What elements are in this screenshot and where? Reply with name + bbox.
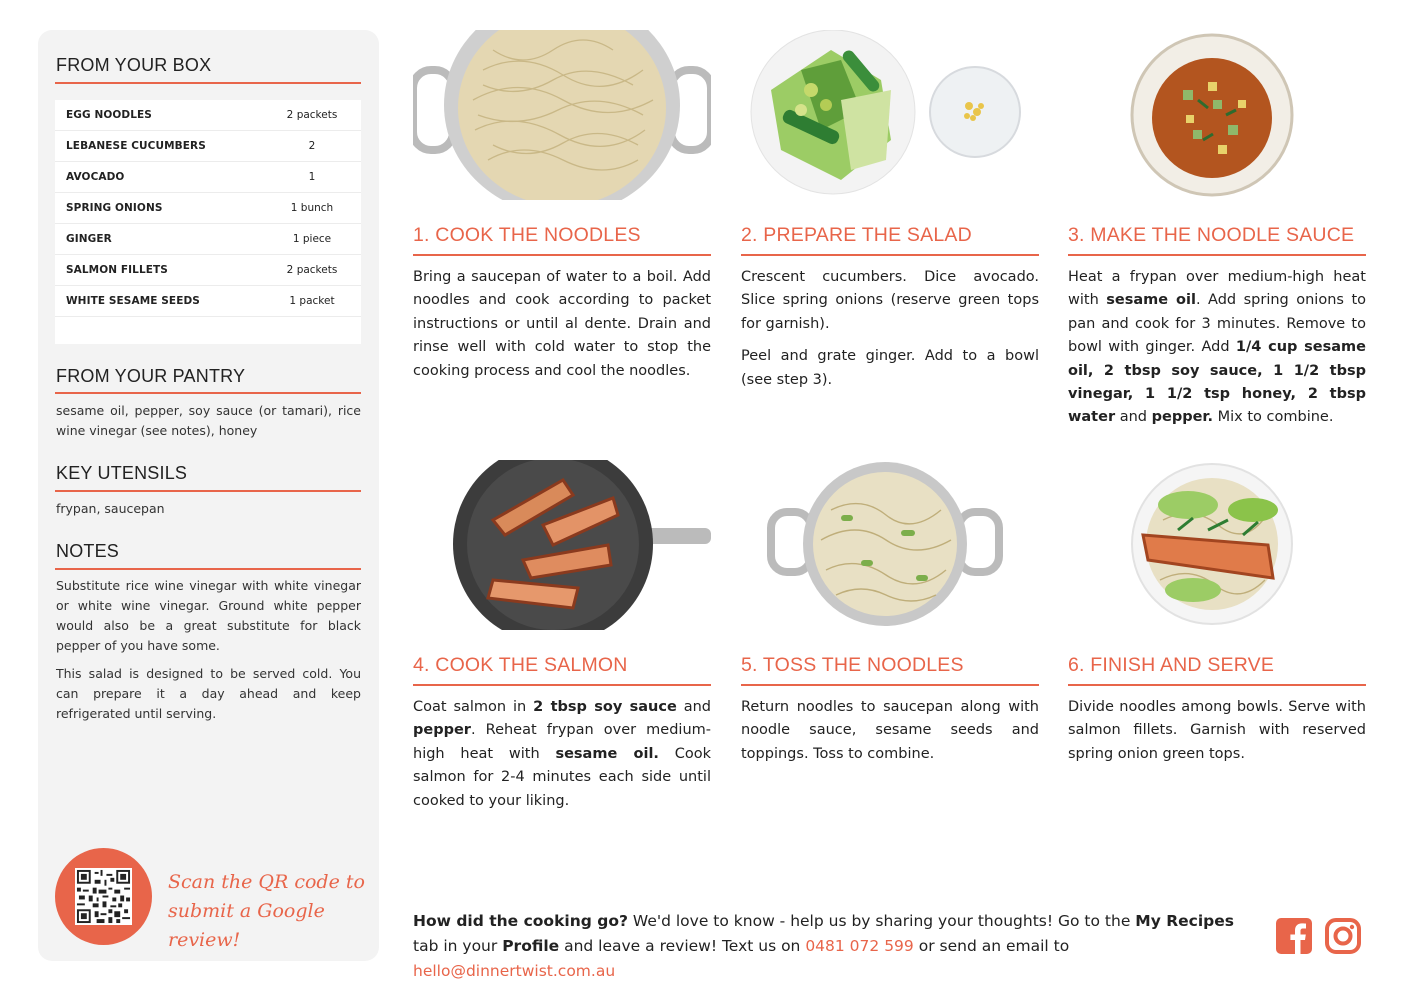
box-item-name: GINGER: [66, 233, 112, 245]
qr-badge: [55, 848, 152, 945]
from-your-box-title: FROM YOUR BOX: [56, 55, 212, 75]
box-item-qty: 2: [308, 140, 316, 152]
box-item-name: AVOCADO: [66, 171, 125, 183]
box-item-qty: 1 packet: [289, 295, 335, 307]
qr-call-to-action: [168, 868, 373, 955]
step-2-body: [741, 266, 1039, 401]
qr-code-icon[interactable]: [75, 868, 132, 925]
step-6-title: 6. FINISH AND SERVE: [1068, 654, 1275, 676]
qr-cta-line-1: Scan the QR code to: [168, 871, 365, 893]
step-1-text: Bring a saucepan of water to a boil. Add noodles and cook according to packet instructions or until al dente. Drain and rinse well with cold water to stop the cooking process and cool the noodles.: [413, 269, 711, 379]
box-item-qty: 1 piece: [292, 233, 332, 245]
step-2-text-1: Crescent cucumbers. Dice avocado. Slice spring onions (reserve green tops for garnish).: [741, 269, 1039, 332]
step-2-image: [741, 30, 1039, 200]
notes-paragraph-1: Substitute rice wine vinegar with white vinegar or white wine vinegar. Ground white pepper would also be a great substitute for black pepper of you have some.: [56, 578, 361, 653]
footer-feedback: How did the cooking go? We'd love to know - help us by sharing your thoughts! Go to the My Recipes tab in your Profile and leave a review! Text us on 0481 072 599 or send an email to hello@dinnertwist.com.au: [413, 912, 1234, 980]
box-item-row: [55, 193, 361, 224]
step-5-image: [741, 460, 1039, 630]
box-item-row: [55, 224, 361, 255]
step-3-image: [1068, 30, 1366, 200]
step-6-text: Divide noodles among bowls. Serve with salmon fillets. Garnish with reserved spring onion green tops.: [1068, 699, 1366, 762]
step-4-image: [413, 460, 711, 630]
step-5-body: [741, 696, 1039, 775]
utensils-text: frypan, saucepan: [56, 501, 165, 516]
step-2-title: 2. PREPARE THE SALAD: [741, 224, 972, 246]
step-6-body: [1068, 696, 1366, 775]
divider: [55, 490, 361, 492]
notes-paragraph-2: This salad is designed to be served cold. You can prepare it a day ahead and keep refrigerated until serving.: [56, 666, 361, 721]
email-link[interactable]: hello@dinnertwist.com.au: [413, 962, 616, 980]
instagram-icon[interactable]: [1325, 918, 1361, 954]
notes-title: NOTES: [56, 541, 120, 561]
box-items-table: [55, 100, 361, 344]
divider: [55, 392, 361, 394]
from-your-pantry-title: FROM YOUR PANTRY: [56, 366, 246, 386]
box-item-qty: 2 packets: [286, 109, 338, 121]
facebook-icon[interactable]: [1276, 918, 1312, 954]
step-1-title: 1. COOK THE NOODLES: [413, 224, 641, 246]
box-item-name: SPRING ONIONS: [66, 202, 163, 214]
box-item-row: [55, 131, 361, 162]
divider: [741, 684, 1039, 686]
box-item-qty: 1 bunch: [290, 202, 334, 214]
qr-cta-line-2: submit a Google review!: [168, 900, 325, 951]
box-item-row: [55, 100, 361, 131]
box-item-row: [55, 286, 361, 317]
ingredients-sidebar: [38, 30, 379, 961]
box-item-name: LEBANESE CUCUMBERS: [66, 140, 206, 152]
step-6-image: [1068, 460, 1366, 630]
box-item-qty: 1: [308, 171, 316, 183]
divider: [413, 254, 711, 256]
box-item-name: EGG NOODLES: [66, 109, 152, 121]
key-utensils-title: KEY UTENSILS: [56, 463, 188, 483]
step-5-text: Return noodles to saucepan along with noodle sauce, sesame seeds and toppings. Toss to combine.: [741, 699, 1039, 762]
divider: [413, 684, 711, 686]
step-2-text-2: Peel and grate ginger. Add to a bowl (see step 3).: [741, 348, 1039, 388]
box-item-qty: 2 packets: [286, 264, 338, 276]
divider: [1068, 684, 1366, 686]
divider: [55, 568, 361, 570]
step-5-title: 5. TOSS THE NOODLES: [741, 654, 964, 676]
box-item-row: [55, 255, 361, 286]
box-item-row: [55, 162, 361, 193]
step-3-body: Heat a frypan over medium-high heat with sesame oil. Add spring onions to pan and cook for 3 minutes. Remove to bowl with ginger. Add 1/4 cup sesame oil, 2 tbsp soy sauce, 1 1/2 tbsp vinegar, 1 1/2 tsp honey, 2 tbsp water and pepper. Mix to combine.: [1068, 269, 1367, 426]
step-1-image: [413, 30, 711, 200]
step-4-body: Coat salmon in 2 tbsp soy sauce and pepper. Reheat frypan over medium-high heat with sesame oil. Cook salmon for 2-4 minutes each side until cooked to your liking.: [413, 699, 711, 809]
step-3-title: 3. MAKE THE NOODLE SAUCE: [1068, 224, 1355, 246]
phone-link[interactable]: 0481 072 599: [805, 937, 914, 955]
box-item-name: WHITE SESAME SEEDS: [66, 295, 200, 307]
divider: [741, 254, 1039, 256]
step-4-title: 4. COOK THE SALMON: [413, 654, 628, 676]
divider: [1068, 254, 1366, 256]
pantry-text: sesame oil, pepper, soy sauce (or tamari), rice wine vinegar (see notes), honey: [56, 403, 361, 438]
box-item-name: SALMON FILLETS: [66, 264, 168, 276]
divider: [55, 82, 361, 84]
step-1-body: [413, 266, 711, 392]
